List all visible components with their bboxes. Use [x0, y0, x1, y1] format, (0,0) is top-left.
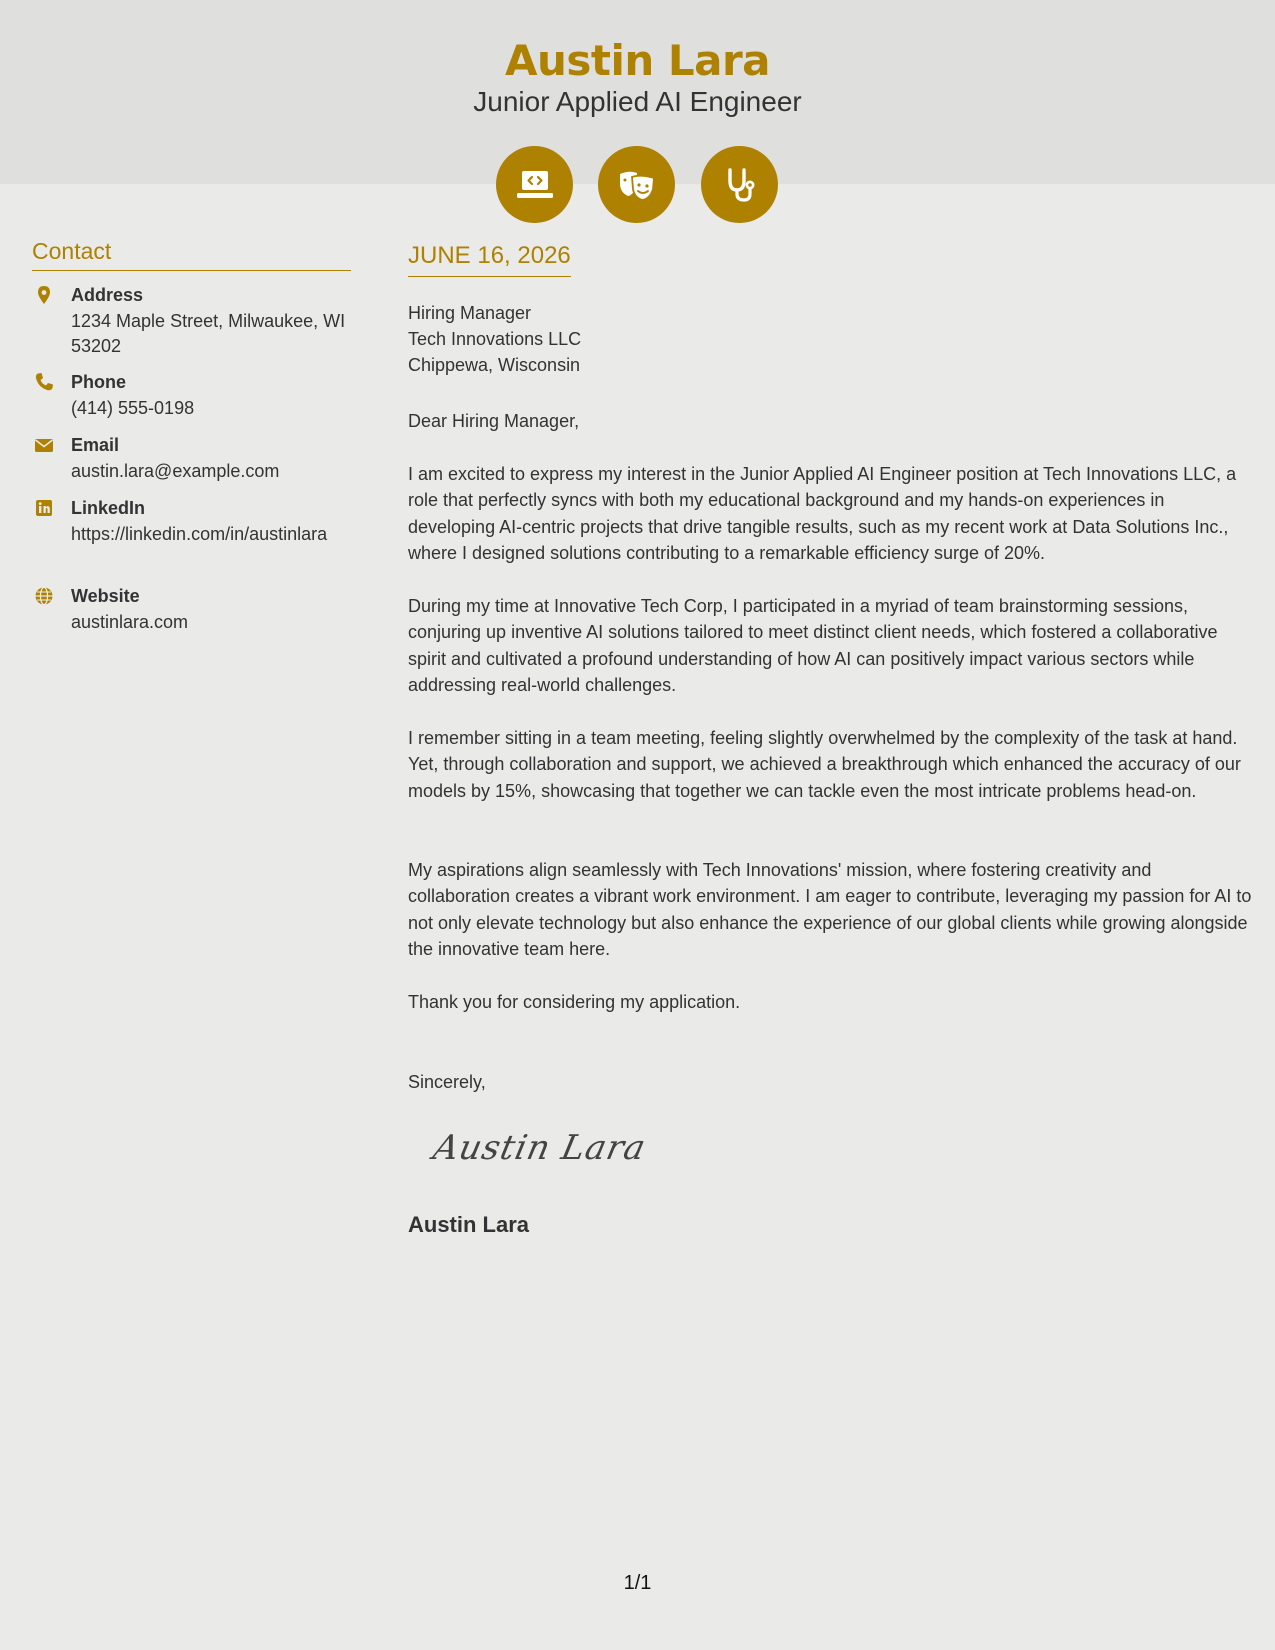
job-title: Junior Applied AI Engineer — [473, 86, 802, 117]
closing: Sincerely, — [408, 1072, 486, 1092]
theater-masks-icon — [598, 146, 675, 223]
body-paragraph: During my time at Innovative Tech Corp, I participated in a myriad of team brainstorming sessions, conjuring up inventive AI solutions tailored to meet distinct client needs, which fostered a collaborative spirit and cultivated a profound understanding of how AI can positively impact various sectors while addressing real-world challenges. — [408, 596, 1218, 696]
website-value[interactable]: austinlara.com — [71, 612, 189, 632]
recipient-line: Chippewa, Wisconsin — [408, 355, 581, 375]
envelope-icon — [34, 435, 54, 455]
signer-name: Austin Lara — [408, 1212, 530, 1237]
body-paragraph: Thank you for considering my application. — [408, 992, 741, 1012]
handwritten-signature: Austin Lara — [429, 1128, 650, 1168]
body-paragraph: My aspirations align seamlessly with Tech Innovations' mission, where fostering creativity and collaboration creates a vibrant work environment. I am eager to contribute, leveraging my passion for AI to not only elevate technology but also enhance the experience of our global clients while growing alongside the innovative team here. — [408, 860, 1252, 960]
website-label: Website — [71, 586, 140, 606]
laptop-code-icon — [496, 146, 573, 223]
address-label: Address — [71, 285, 144, 305]
linkedin-value[interactable]: https://linkedin.com/in/austinlara — [71, 524, 328, 544]
map-pin-icon — [34, 285, 54, 305]
applicant-name: Austin Lara — [504, 36, 771, 85]
recipient-line: Tech Innovations LLC — [408, 329, 582, 349]
phone-label: Phone — [71, 372, 127, 392]
salutation: Dear Hiring Manager, — [408, 411, 580, 431]
body-paragraph: I am excited to express my interest in the Junior Applied AI Engineer position at Tech Innovations LLC, a role that perfectly syncs with both my educational background and my hands-on experiences in developing AI-centric projects that drive tangible results, such as my recent work at Data Solutions Inc., where I designed solutions contributing to a remarkable efficiency surge of 20%. — [408, 464, 1237, 564]
linkedin-label: LinkedIn — [71, 498, 146, 518]
globe-icon — [34, 586, 54, 606]
phone-icon — [34, 372, 54, 392]
recipient-block — [408, 300, 581, 378]
page-number: 1/1 — [623, 1572, 652, 1594]
body-paragraph: I remember sitting in a team meeting, feeling slightly overwhelmed by the complexity of the task at hand. Yet, through collaboration and support, we achieved a breakthrough which enhanced the accuracy of our models by 15%, showcasing that together we can tackle even the most intricate problems head-on. — [408, 728, 1241, 801]
phone-value[interactable]: (414) 555-0198 — [71, 398, 195, 418]
recipient-line: Hiring Manager — [408, 303, 532, 323]
letter-date: JUNE 16, 2026 — [408, 242, 571, 277]
contact-heading: Contact — [32, 238, 351, 271]
email-value[interactable]: austin.lara@example.com — [71, 461, 280, 481]
email-label: Email — [71, 435, 120, 455]
stethoscope-icon — [701, 146, 778, 223]
address-value: 1234 Maple Street, Milwaukee, WI 53202 — [71, 311, 346, 356]
linkedin-icon — [34, 498, 54, 518]
